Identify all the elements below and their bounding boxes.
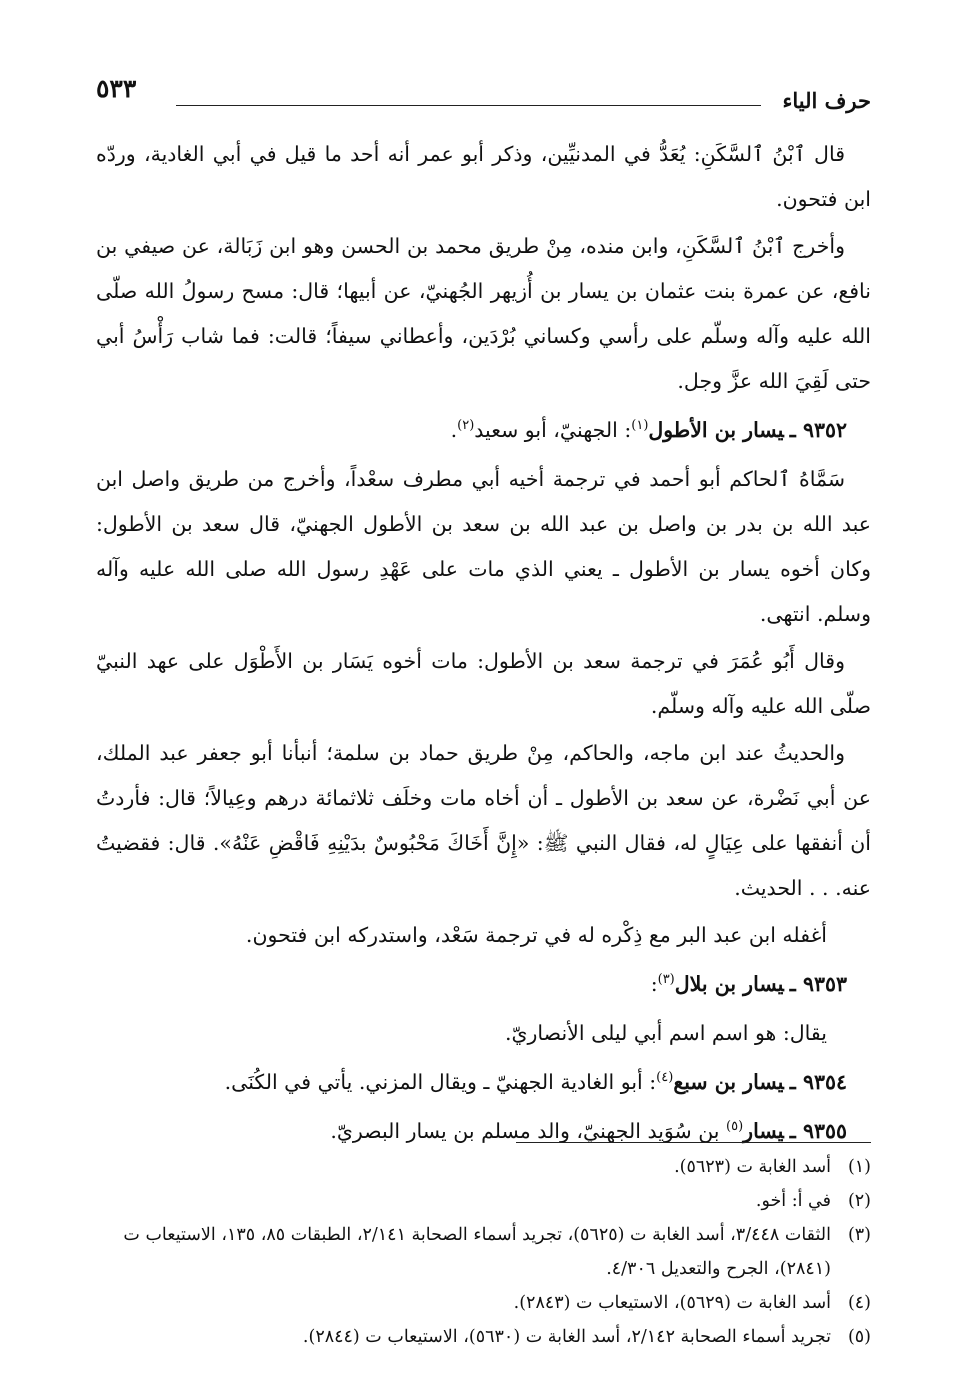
entry-name: يسار بن سبع [673,1070,784,1094]
entry-9354 [96,1060,847,1105]
footnote-number: (١) [847,1157,871,1177]
entry-desc: بن سُوَيد الجهنيّ، والد مسلم بن يسار البصريّ. [330,1119,727,1143]
paragraph-4: وقال أَبُو عُمَرَ في ترجمة سعد بن الأطول: مات أخوه يَسَار بن الأَطْوَل على عهد النبيّ صلّى الله عليه وآله وسلّم. [96,649,871,718]
entry-end: . [450,418,458,442]
entry-name: يسار بن الأطول [648,418,784,442]
paragraph-3: سَمَّاهُ ٱلحاكم أبو أحمد في ترجمة أخيه أبي مطرف سعْداً، وأخرج من طريق واصل ابن عبد الله بن بدر بن واصل بن عبد الله بن سعد بن الأطول الجهنيّ، قال سعد بن الأطول: وكان أخوه يسار بن الأطول ـ يعني الذي مات على عَهْدِ رسول الله صلى الله عليه وآله وسلم. انتهى. [96,467,871,626]
footnote-number: (٢) [847,1191,871,1211]
footnote-text: في أ: أخو. [755,1191,831,1211]
footnote-ref: (٢) [457,418,475,434]
entry-9353 [96,962,847,1007]
entry-desc: : [650,972,658,996]
entry-number: ٩٣٥٥ ـ [789,1119,847,1143]
footnote-text: أسد الغابة ت (٥٦٢٣). [674,1157,831,1177]
footnote-text: الثقات ٣/٤٤٨، أسد الغابة ت (٥٦٢٥)، تجريد أسماء الصحابة ٢/١٤١، الطبقات ٨٥، ١٣٥، الاستيعاب ت (٢٨٤١)، الجرح والتعديل ٤/٣٠٦. [123,1225,831,1279]
paragraph-2: وأخرج ٱبْنُ ٱلسَّكَنِ، وابن منده، مِنْ طريق محمد بن الحسن وهو ابن زَبَالة، عن صيفي بن نافع، عن عمرة بنت عثمان بن يسار بن أُزيهر الجُهنيّ، عن أبيها؛ قال: مسح رسولُ الله صلّى الله عليه وآله وسلّم على رأسي وكساني بُرْدَين، وأعطاني سيفاً؛ قالت: فما شاب رَأْسُ أبي حتى لَقِيَ الله عزَّ وجل. [96,234,871,393]
entry-number: ٩٣٥٢ ـ [789,418,847,442]
footnote-text: أسد الغابة ت (٥٦٢٩)، الاستيعاب ت (٢٨٤٣). [513,1293,831,1313]
entry-desc: : الجهنيّ، أبو سعيد [474,418,632,442]
running-header [96,72,871,112]
footnote-ref: (٥) [726,1119,744,1135]
footnote [96,1286,871,1320]
footnote-ref: (٤) [656,1070,674,1086]
footnote [96,1320,871,1354]
footnote-number: (٣) [847,1225,871,1245]
footnote-ref: (٣) [657,972,675,988]
chapter-title: حرف الياء [782,88,871,113]
page-number: ٥٣٣ [96,74,137,103]
footnote-text: تجريد أسماء الصحابة ٢/١٤٢، أسد الغابة ت (٥٦٣٠)، الاستيعاب ت (٢٨٤٤). [302,1327,831,1347]
entry-number: ٩٣٥٤ ـ [789,1070,847,1094]
footnotes [96,1150,871,1354]
entry-desc: : أبو الغادية الجهنيّ ـ ويقال المزني. يأتي في الكُنَى. [224,1070,657,1094]
footnote-number: (٤) [847,1293,871,1313]
footnote [96,1218,871,1286]
footnote [96,1184,871,1218]
entry-name: يسار بن بلال [674,972,784,996]
footnote [96,1150,871,1184]
paragraph-5: والحديثُ عند ابن ماجه، والحاكم، مِنْ طريق حماد بن سلمة؛ أنبأنا أبو جعفر عبد الملك، عن أبي نَضْرة، عن سعد بن الأطول ـ أن أخاه مات وخلَف ثلاثمائة درهم وعِيالاً؛ قال: فأردتُ أن أنفقها على عِيَالٍ له، فقال النبي ﷺ: «إِنَّ أَخَاكَ مَحْبُوسٌ بدَيْنِهِ فَاقْضِ عَنْهُ». قال: فقضيتُ عنه. . . الحديث. [96,741,871,900]
paragraph-1: قال ٱبْنُ ٱلسَّكَنِ: يُعَدُّ في المدنيِّين، وذكر أبو عمر أنه أحد ما قيل في أبي الغادية، وردّه ابن فتحون. [96,142,871,211]
footnote-ref: (١) [631,418,649,434]
footnote-number: (٥) [847,1327,871,1347]
main-text [96,132,871,1158]
entry-9352 [96,408,847,453]
paragraph-7: يقال: هو اسم اسم أبي ليلى الأنصاريّ. [504,1021,827,1045]
entry-9355 [96,1109,847,1154]
entry-number: ٩٣٥٣ ـ [789,972,847,996]
header-rule [176,105,761,106]
paragraph-6: أغفله ابن عبد البر مع ذِكْره له في ترجمة سَعْد، واستدركه ابن فتحون. [245,923,827,947]
entry-name: يسار [743,1119,784,1143]
footnote-separator [516,1142,871,1143]
